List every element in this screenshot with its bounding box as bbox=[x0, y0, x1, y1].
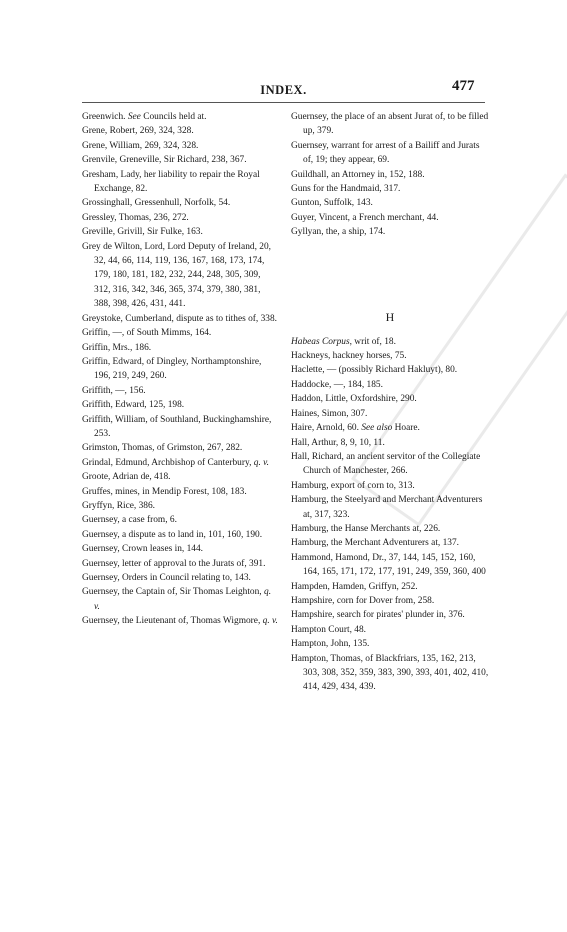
index-entry bbox=[82, 441, 278, 455]
entry-text: Greystoke, Cumberland, dispute as to tithes of, 338. bbox=[82, 313, 278, 324]
page-header-title: INDEX. bbox=[260, 83, 307, 97]
entry-text: Guns for the Handmaid, 317. bbox=[291, 184, 401, 195]
index-entry bbox=[82, 398, 278, 412]
index-entry bbox=[82, 413, 278, 442]
index-entry bbox=[82, 153, 278, 167]
entry-text: Guildhall, an Attorney in, 152, 188. bbox=[291, 169, 425, 180]
index-entry bbox=[82, 110, 278, 124]
entry-text: Hampton, John, 135. bbox=[291, 639, 370, 650]
entry-text: Gressley, Thomas, 236, 272. bbox=[82, 212, 189, 223]
entry-see-reference: See bbox=[127, 112, 141, 122]
index-entry bbox=[291, 349, 489, 363]
index-entry bbox=[82, 614, 278, 628]
entry-text: Hall, Richard, an ancient servitor of the Collegiate Church of Manchester, 266. bbox=[291, 451, 481, 477]
index-entry bbox=[82, 456, 278, 470]
entry-text: Hamburg, the Hanse Merchants at, 226. bbox=[291, 523, 441, 534]
entry-text: Hackneys, hackney horses, 75. bbox=[291, 351, 407, 362]
entry-text: Gunton, Suffolk, 143. bbox=[291, 198, 373, 209]
entry-see-reference: See also bbox=[361, 423, 393, 434]
index-entry bbox=[82, 225, 278, 239]
index-entry bbox=[82, 585, 278, 614]
entry-text: Gyllyan, the, a ship, 174. bbox=[291, 227, 386, 238]
index-entry bbox=[82, 326, 278, 340]
entry-text: Griffith, —, 156. bbox=[82, 385, 146, 396]
index-entry bbox=[291, 196, 489, 210]
index-entry bbox=[82, 168, 278, 197]
entry-text: Griffith, Edward, 125, 198. bbox=[82, 400, 185, 411]
index-entry bbox=[291, 421, 489, 435]
index-entry bbox=[82, 124, 278, 138]
entry-text: Grene, Robert, 269, 324, 328. bbox=[82, 126, 194, 137]
index-entry bbox=[291, 493, 489, 522]
index-entry bbox=[82, 513, 278, 527]
index-entry bbox=[82, 499, 278, 513]
index-column-right bbox=[291, 110, 489, 695]
index-column-left bbox=[82, 110, 278, 629]
index-entry bbox=[291, 168, 489, 182]
entry-text: Haines, Simon, 307. bbox=[291, 408, 368, 419]
index-entry bbox=[291, 536, 489, 550]
entry-text: Haclette, — (possibly Richard Hakluyt), 80. bbox=[291, 365, 458, 376]
entry-text: Grey de Wilton, Lord, Lord Deputy of Ireland, 20, 32, 44, 66, 114, 119, 136, 167, 168, 173, 174, 179, 180, 181, 182, 232, 244, 248, 305, 309, 312, 316, 342, 346, 365, 374, 379, 380, 381, 388, 398, 426, 431, 441. bbox=[82, 241, 271, 310]
entry-text: Hampshire, search for pirates' plunder in, 376. bbox=[291, 610, 465, 621]
entry-text: Griffin, Edward, of Dingley, Northamptonshire, 196, 219, 249, 260. bbox=[82, 356, 262, 382]
index-entry bbox=[82, 470, 278, 484]
index-entry bbox=[291, 594, 489, 608]
entry-text: Hammond, Hamond, Dr., 37, 144, 145, 152, 160, 164, 165, 171, 172, 177, 191, 249, 359, 360, 400 bbox=[291, 552, 486, 578]
index-entry bbox=[82, 240, 278, 312]
index-entry bbox=[82, 355, 278, 384]
entry-text: Hampshire, corn for Dover from, 258. bbox=[291, 595, 435, 606]
index-entry bbox=[82, 557, 278, 571]
index-entry bbox=[291, 407, 489, 421]
entry-text: Guernsey, letter of approval to the Jurats of, 391. bbox=[82, 558, 266, 569]
index-entry bbox=[291, 551, 489, 580]
entry-text: Gresham, Lady, her liability to repair the Royal Exchange, 82. bbox=[82, 169, 260, 195]
index-entry bbox=[82, 542, 278, 556]
index-entry bbox=[82, 485, 278, 499]
index-entry bbox=[82, 571, 278, 585]
index-entry bbox=[291, 211, 489, 225]
entry-text: Haire, Arnold, 60. bbox=[291, 423, 362, 434]
entry-text: Hamburg, export of corn to, 313. bbox=[291, 480, 415, 491]
index-entry bbox=[291, 608, 489, 622]
entry-text: Hampton, Thomas, of Blackfriars, 135, 162, 213, 303, 308, 352, 359, 383, 390, 393, 401, 402, 410, 414, 429, 434, 439. bbox=[291, 653, 489, 693]
entry-text: Guernsey, the Lieutenant of, Thomas Wigmore, bbox=[82, 616, 263, 627]
index-entry bbox=[291, 335, 489, 349]
entry-text: Gruffes, mines, in Mendip Forest, 108, 183. bbox=[82, 486, 247, 497]
entry-text: Griffin, —, of South Mimms, 164. bbox=[82, 328, 212, 339]
entry-lead: Habeas Corpus bbox=[291, 336, 350, 347]
entry-text: Grenvile, Greneville, Sir Richard, 238, 367. bbox=[82, 155, 247, 166]
entry-text: Guernsey, Orders in Council relating to, 143. bbox=[82, 573, 251, 583]
entry-text: Hall, Arthur, 8, 9, 10, 11. bbox=[291, 437, 385, 448]
index-entry bbox=[82, 312, 278, 326]
entry-text: Greenwich. bbox=[82, 112, 128, 122]
index-entry bbox=[291, 479, 489, 493]
index-entry bbox=[291, 436, 489, 450]
index-entry bbox=[82, 196, 278, 210]
index-entry bbox=[291, 182, 489, 196]
entry-text: Haddocke, —, 184, 185. bbox=[291, 379, 383, 390]
index-entry bbox=[291, 139, 489, 168]
entry-text: Hampton Court, 48. bbox=[291, 624, 366, 635]
entry-text: Haddon, Little, Oxfordshire, 290. bbox=[291, 394, 417, 405]
entry-text: Groote, Adrian de, 418. bbox=[82, 472, 171, 483]
entry-see-reference: q. v. bbox=[94, 587, 272, 612]
index-entry bbox=[82, 211, 278, 225]
entry-text: Guernsey, the place of an absent Jurat of, to be filled up, 379. bbox=[291, 112, 489, 137]
entry-see-reference: q. v. bbox=[253, 457, 269, 468]
entry-text: Griffin, Mrs., 186. bbox=[82, 342, 152, 353]
index-entry bbox=[82, 528, 278, 542]
index-entry bbox=[291, 363, 489, 377]
entry-text: Gryffyn, Rice, 386. bbox=[82, 500, 155, 511]
index-entry bbox=[291, 580, 489, 594]
entry-text: Guernsey, a case from, 6. bbox=[82, 515, 177, 526]
entry-text: Grossinghall, Gressenhull, Norfolk, 54. bbox=[82, 198, 231, 209]
entry-tail: Hoare. bbox=[392, 423, 420, 434]
index-entry bbox=[291, 378, 489, 392]
entry-text: Hamburg, the Steelyard and Merchant Adventurers at, 317, 323. bbox=[291, 495, 483, 520]
index-entry bbox=[82, 139, 278, 153]
entry-text: Guernsey, warrant for arrest of a Bailiff and Jurats of, 19; they appear, 69. bbox=[291, 140, 480, 166]
section-letter-h: H bbox=[385, 309, 395, 324]
index-entry bbox=[291, 623, 489, 637]
entry-text: Hamburg, the Merchant Adventurers at, 137. bbox=[291, 538, 460, 549]
index-entry bbox=[291, 637, 489, 651]
index-entry bbox=[82, 384, 278, 398]
index-entry bbox=[291, 450, 489, 479]
index-entries-g bbox=[291, 110, 489, 240]
index-entry bbox=[82, 341, 278, 355]
index-entries-h bbox=[291, 335, 489, 695]
index-entry bbox=[291, 110, 489, 139]
page-number: 477 bbox=[452, 78, 475, 94]
index-entry bbox=[291, 522, 489, 536]
entry-text: , writ of, 18. bbox=[349, 336, 396, 347]
entry-text: Hampden, Hamden, Griffyn, 252. bbox=[291, 581, 418, 592]
header-rule bbox=[82, 102, 485, 103]
entry-text: Grene, William, 269, 324, 328. bbox=[82, 140, 199, 151]
entry-text: Griffith, William, of Southland, Buckinghamshire, 253. bbox=[82, 414, 272, 439]
entry-text: Guernsey, Crown leases in, 144. bbox=[82, 544, 203, 555]
index-entry bbox=[291, 225, 489, 239]
entry-see-reference: q. v. bbox=[262, 616, 278, 627]
index-entry bbox=[291, 652, 489, 695]
entry-tail: Councils held at. bbox=[140, 112, 207, 122]
index-entry bbox=[291, 392, 489, 406]
entry-text: Guyer, Vincent, a French merchant, 44. bbox=[291, 212, 439, 223]
entry-text: Guernsey, a dispute as to land in, 101, 160, 190. bbox=[82, 529, 263, 540]
entry-text: Grindal, Edmund, Archbishop of Canterbury, bbox=[82, 457, 254, 468]
entry-text: Greville, Grivill, Sir Fulke, 163. bbox=[82, 227, 203, 238]
entry-text: Guernsey, the Captain of, Sir Thomas Leighton, bbox=[82, 587, 264, 598]
entry-text: Grimston, Thomas, of Grimston, 267, 282. bbox=[82, 443, 243, 454]
